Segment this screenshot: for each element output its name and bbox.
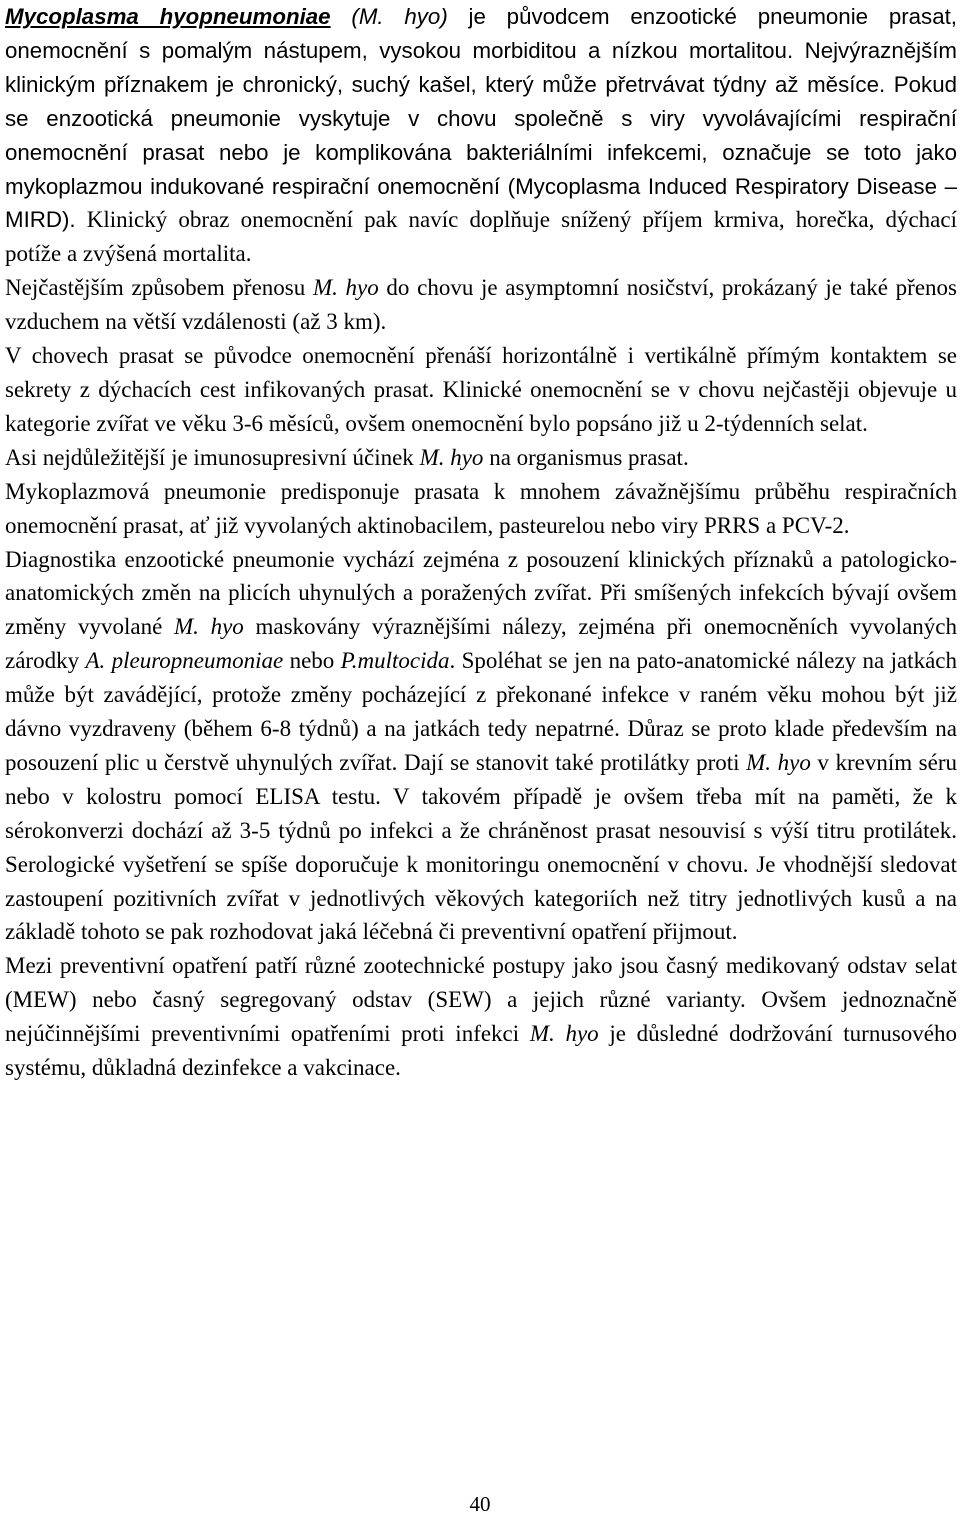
species-name: P.multocida [340, 648, 450, 674]
intro-clinical-text: Klinický obraz onemocnění pak navíc doplňuje snížený příjem krmiva, horečka, dýchací potíže a zvýšená mortalita. [5, 207, 957, 267]
paragraph-transmission: Nejčastějším způsobem přenosu M. hyo do chovu je asymptomní nosičství, prokázaný je také přenos vzduchem na větší vzdálenosti (až 3 km). [5, 275, 957, 335]
page-number: 40 [469, 1492, 491, 1516]
species-name: M. hyo [312, 275, 379, 301]
document-body [5, 0, 957, 1085]
paragraph-diagnostics: Diagnostika enzootické pneumonie vychází zejména z posouzení klinických příznaků a patologicko-anatomických změn na plicích uhynulých a poražených zvířat. Při smíšených infekcích bývají ovšem změny vyvolané M. hyo maskovány výraznějšími nálezy, zejména při onemocněních vyvolaných zárodky A. pleuropneumoniae nebo P.multocida. Spoléhat se jen na pato-anatomické nálezy na jatkách může být zavádějící, protože změny pocházející z překonané infekce v raném věku mohou být již dávno vyzdraveny (během 6-8 týdnů) a na jatkách tedy nepatrné. Důraz se proto klade především na posouzení plic u čerstvě uhynulých zvířat. Dají se stanovit také protilátky proti M. hyo v krevním séru nebo v kolostru pomocí ELISA testu. V takovém případě je ovšem třeba mít na paměti, že k sérokonverzi dochází až 3-5 týdnů po infekci a že chráněnost prasat nesouvisí s výší titru protilátek. Serologické vyšetření se spíše doporučuje k monitoringu onemocnění v chovu. Je vhodnější sledovat zastoupení pozitivních zvířat v jednotlivých věkových kategoriích než titry jednotlivých kusů a na základě tohoto se pak rozhodovat jaká léčebná či preventivní opatření přijmout. [5, 546, 957, 945]
species-name: M. hyo [173, 614, 244, 640]
paragraph-spread: V chovech prasat se původce onemocnění přenáší horizontálně i vertikálně přímým kontaktem se sekrety z dýchacích cest infikovaných prasat. Klinické onemocnění se v chovu nejčastěji objevuje u kategorie zvířat ve věku 3-6 měsíců, ovšem onemocnění bylo popsáno již u 2-týdenních selat. [5, 343, 957, 436]
intro-text: je původcem enzootické pneumonie prasat, onemocnění s pomalým nástupem, vysokou morbiditou a nízkou mortalitou. Nejvýraznějším klinickým příznakem je chronický, suchý kašel, který může přetrvávat týdny až měsíce. Pokud se enzootická pneumonie vyskytuje v chovu společně s viry vyvolávajícími respirační onemocnění prasat nebo je komplikována bakteriálními infekcemi, označuje se toto jako mykoplazmou indukované respirační onemocnění (Mycoplasma Induced Respiratory Disease – MIRD). [5, 4, 958, 233]
document-title: Mycoplasma hyopneumoniae [5, 4, 331, 29]
paragraph-immunosuppression: Asi nejdůležitější je imunosupresivní účinek M. hyo na organismus prasat. [5, 444, 689, 470]
species-name: M. hyo [746, 749, 811, 775]
paragraph-prevention: Mezi preventivní opatření patří různé zootechnické postupy jako jsou časný medikovaný odstav selat (MEW) nebo časný segregovaný odstav (SEW) a jejich různé varianty. Ovšem jednoznačně nejúčinnějšími preventivními opatřeními proti infekci M. hyo je důsledné dodržování turnusového systému, důkladná dezinfekce a vakcinace. [5, 953, 957, 1081]
species-name: M. hyo [419, 444, 484, 470]
paragraph-intro [5, 0, 957, 271]
paragraph-predisposition: Mykoplazmová pneumonie predisponuje prasata k mnohem závažnějšímu průběhu respiračních onemocnění prasat, ať již vyvolaných aktinobacilem, pasteurelou nebo viry PRRS a PCV-2. [5, 478, 957, 538]
species-name: A. pleuropneumoniae [85, 648, 284, 674]
species-abbreviation: (M. hyo) [351, 4, 448, 29]
species-name: M. hyo [529, 1021, 599, 1047]
